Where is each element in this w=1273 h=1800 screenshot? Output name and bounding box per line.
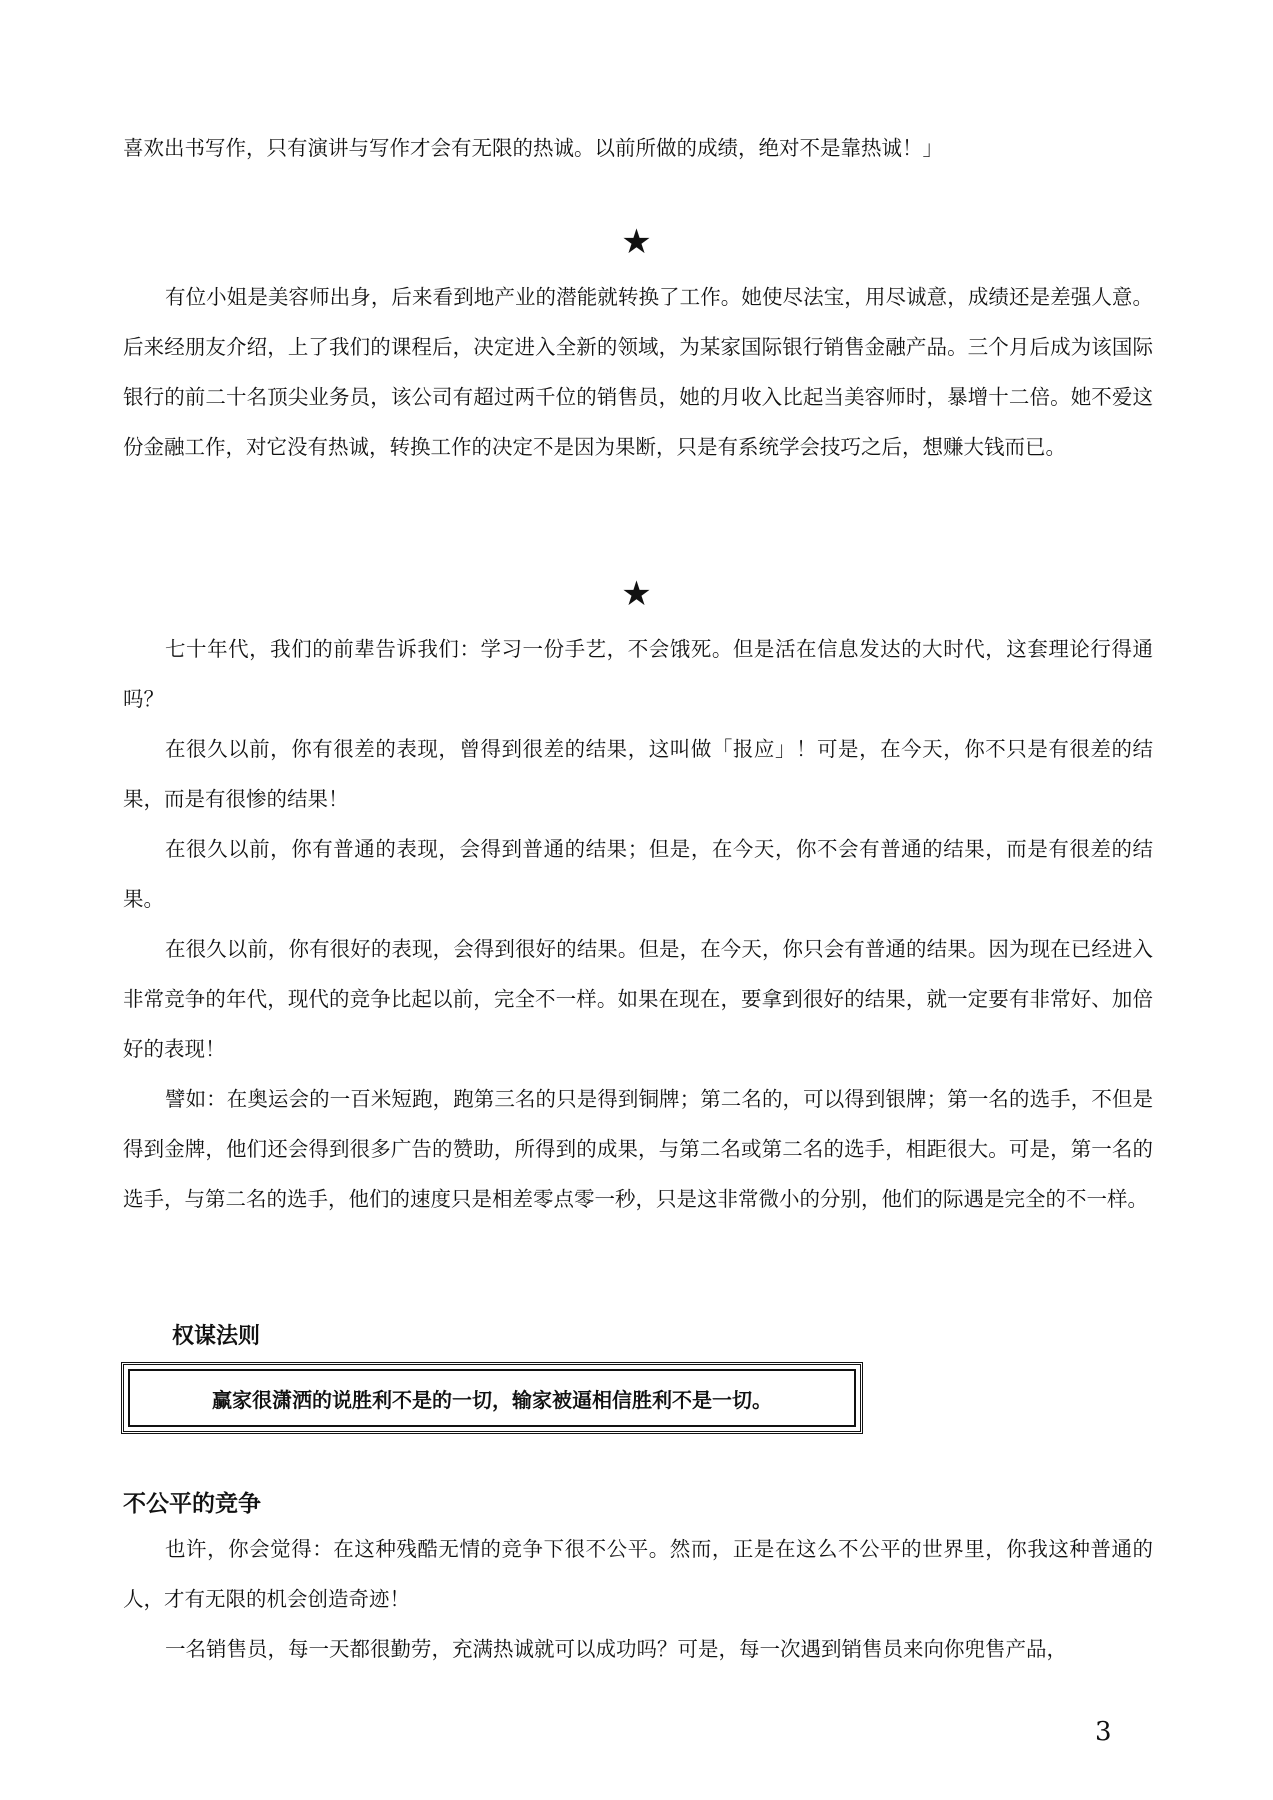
paragraph-poor-performance: 在很久以前，你有很差的表现，曾得到很差的结果，这叫做「报应」！可是，在今天，你不只是有很差的结果，而是有很惨的结果！ — [123, 737, 1153, 811]
paragraph-average-performance: 在很久以前，你有普通的表现，会得到普通的结果；但是，在今天，你不会有普通的结果，而是有很差的结果。 — [123, 837, 1153, 911]
paragraph-seventies: 七十年代，我们的前辈告诉我们：学习一份手艺，不会饿死。但是活在信息发达的大时代，这套理论行得通吗？ — [123, 637, 1153, 711]
paragraph-olympics-example: 譬如：在奥运会的一百米短跑，跑第三名的只是得到铜牌；第二名的，可以得到银牌；第一名的选手，不但是得到金牌，他们还会得到很多广告的赞助，所得到的成果，与第二名或第二名的选手，相距很大。可是，第一名的选手，与第二名的选手，他们的速度只是相差零点零一秒，只是这非常微小的分别，他们的际遇是完全的不一样。 — [123, 1087, 1153, 1211]
rule-quote-text: 赢家很潇洒的说胜利不是的一切，输家被逼相信胜利不是一切。 — [212, 1387, 772, 1412]
paragraph-beautician-story: 有位小姐是美容师出身，后来看到地产业的潜能就转换了工作。她使尽法宝，用尽诚意，成绩还是差强人意。后来经朋友介绍，上了我们的课程后，决定进入全新的领域，为某家国际银行销售金融产品。三个月后成为该国际银行的前二十名顶尖业务员，该公司有超过两千位的销售员，她的月收入比起当美容师时，暴增十二倍。她不爱这份金融工作，对它没有热诚，转换工作的决定不是因为果断，只是有系统学会技巧之后，想赚大钱而已。 — [123, 285, 1153, 459]
page-number: 3 — [1095, 1717, 1112, 1747]
section-heading: 不公平的竞争 — [123, 1491, 261, 1517]
paragraph-continuation: 喜欢出书写作，只有演讲与写作才会有无限的热诚。以前所做的成绩，绝对不是靠热诚！」 — [123, 136, 943, 160]
rule-quote-box — [121, 1362, 863, 1434]
star-separator-icon: ★ — [621, 574, 652, 614]
paragraph-good-performance: 在很久以前，你有很好的表现，会得到很好的结果。但是，在今天，你只会有普通的结果。因为现在已经进入非常竞争的年代，现代的竞争比起以前，完全不一样。如果在现在，要拿到很好的结果，就一定要有非常好、加倍好的表现！ — [123, 937, 1153, 1061]
star-separator-icon: ★ — [621, 222, 652, 262]
paragraph-salesperson: 一名销售员，每一天都很勤劳，充满热诚就可以成功吗？可是，每一次遇到销售员来向你兜售产品， — [165, 1637, 1067, 1661]
rule-label: 权谋法则 — [172, 1324, 261, 1349]
paragraph-unfair-competition: 也许，你会觉得：在这种残酷无情的竞争下很不公平。然而，正是在这么不公平的世界里，你我这种普通的人，才有无限的机会创造奇迹！ — [123, 1537, 1153, 1611]
